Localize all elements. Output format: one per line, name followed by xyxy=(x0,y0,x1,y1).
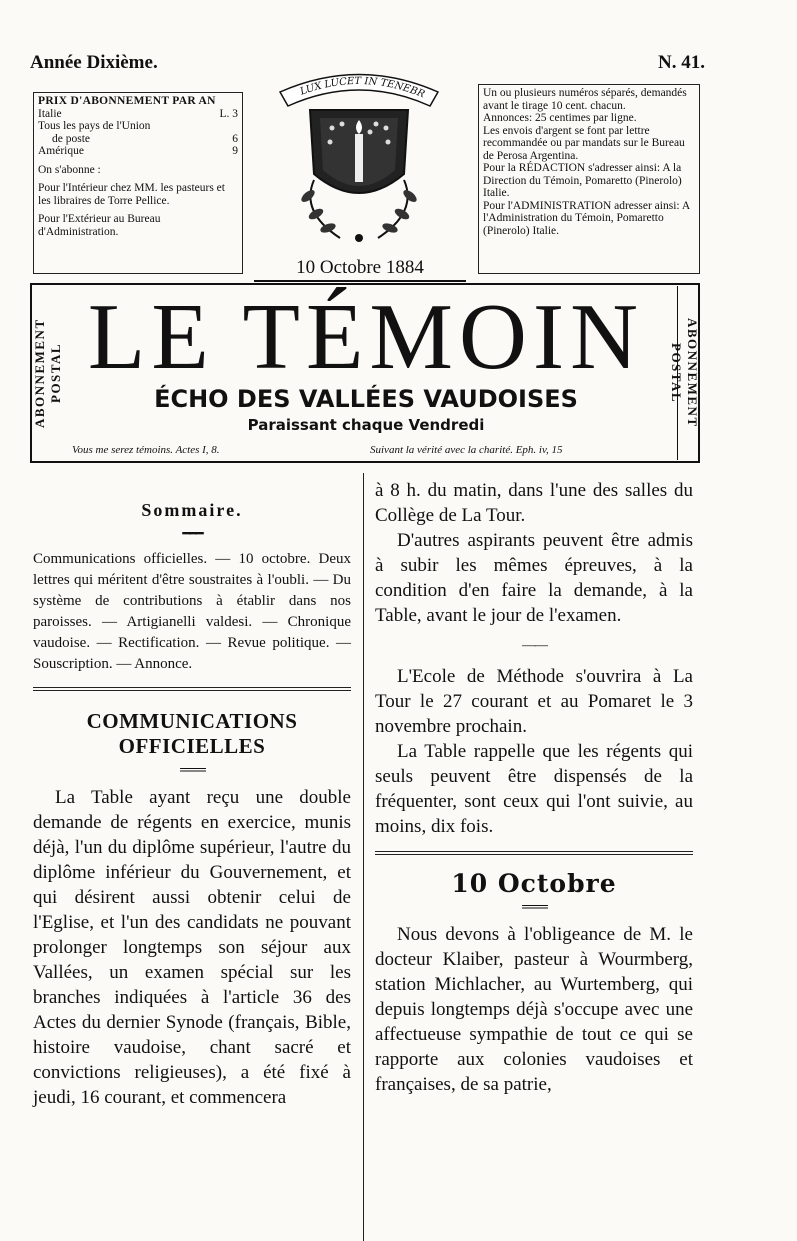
newspaper-subtitle: ÉCHO DES VALLÉES VAUDOISES xyxy=(154,385,578,413)
left-column xyxy=(33,478,351,1110)
notice-copies: Un ou plusieurs numéros séparés, demandés avant le tirage 10 cent. chacun. xyxy=(483,87,687,112)
subscription-prices-box xyxy=(33,92,243,274)
motto-left: Vous me serez témoins. Actes I, 8. xyxy=(72,444,220,456)
right-column xyxy=(375,478,693,1097)
issue-number: N. 41. xyxy=(658,52,705,73)
communications-paragraph-2: D'autres aspirants peuvent être admis à subir les mêmes épreuves, à la condition d'en faire la demande, à la Table, avant le jour de l'examen. xyxy=(375,530,693,626)
ornament-rule: ═══ xyxy=(522,900,546,915)
notice-ads: Annonces: 25 centimes par ligne. xyxy=(483,112,637,124)
communications-paragraph-3: L'Ecole de Méthode s'ouvrira à La Tour le 27 courant et au Pomaret le 3 novembre prochain. xyxy=(375,666,693,737)
publication-frequency: Paraissant chaque Vendredi xyxy=(247,416,485,434)
octobre-paragraph: Nous devons à l'obligeance de M. le docteur Klaiber, pasteur à Wourmberg, station Michlacher, au Wurtemberg, qui depuis longtemps déjà s'occupe avec une affectueuse sympathie de tout ce qui se rapporte aux colonies vaudoises et françaises, de sa patrie, xyxy=(375,924,693,1095)
postal-side-label-left: ABONNEMENT POSTAL xyxy=(31,286,54,460)
subscribe-exterior: Pour l'Extérieur au Bureau d'Administration. xyxy=(38,213,161,238)
price-row: Italie L. 3 xyxy=(38,107,238,120)
price-row: de poste 6 xyxy=(52,132,238,145)
postal-side-label-right: ABONNEMENT POSTAL xyxy=(677,286,700,460)
column-divider xyxy=(363,473,364,1241)
communications-paragraph: La Table ayant reçu une double demande de régents en exercice, munis déjà, l'un du diplôme supérieur, l'autre du diplôme inférieur du Gouvernement, et qui désirent aussi obtenir celui de l'Eglise, et l'un des candidats ne pouvant prolonger longtemps son séjour aux Vallées, un examen spécial sur les branches indiquées à l'article 36 des Actes du dernier Synode (français, Bible, histoire vaudoise, chant sacré et convictions religieuses), a été fixé à jeudi, 16 courant, et commencera xyxy=(33,787,351,1108)
issue-date: 10 Octobre 1884 xyxy=(296,257,424,278)
section-divider xyxy=(375,851,693,855)
prices-title: PRIX D'ABONNEMENT PAR AN xyxy=(38,95,216,107)
communications-continued: à 8 h. du matin, dans l'une des salles du Collège de La Tour. xyxy=(375,480,693,526)
edition-year: Année Dixième. xyxy=(30,52,158,73)
notice-money: Les envois d'argent se font par lettre recommandée ou par mandats sur le Bureau de Perosa Argentina. xyxy=(483,124,685,162)
subscribe-label: On s'abonne : xyxy=(38,163,101,176)
lux-lucet-emblem-icon xyxy=(270,62,448,248)
notice-administration: Pour l'ADMINISTRATION adresser ainsi: A l'Administration du Témoin, Pomaretto (Pinerolo) Italie. xyxy=(483,199,690,237)
svg-text:LUX LUCET IN TENEBRIS: LUX LUCET IN TENEBR xyxy=(298,75,427,101)
sommaire-heading: Sommaire. xyxy=(141,500,243,520)
price-row: Amérique 9 xyxy=(38,145,238,157)
notice-box xyxy=(478,84,700,274)
ornament-rule: ━━━ xyxy=(182,527,202,542)
communications-paragraph-4: La Table rappelle que les régents qui seuls peuvent être dispensés de la fréquenter, sont ceux qui l'ont suivie, au moins, dix fois. xyxy=(375,741,693,837)
octobre-heading: 10 Octobre xyxy=(451,869,617,898)
subscribe-interior: Pour l'Intérieur chez MM. les pasteurs et les libraires de Torre Pellice. xyxy=(38,182,225,207)
emblem xyxy=(270,62,448,248)
section-divider xyxy=(33,687,351,691)
ornament-rule: —— xyxy=(522,638,546,653)
price-row: Tous les pays de l'Union xyxy=(38,120,151,132)
sommaire-text: Communications officielles. — 10 octobre. Deux lettres qui méritent d'être soustraites à l'oubli. — Du système de contributions à établir dans nos paroisses. — Artigianelli valdesi. — Chronique vaudoise. — Rectification. — Revue politique. — Souscription. — Annonce. xyxy=(33,551,351,672)
communications-heading: COMMUNICATIONS OFFICIELLES xyxy=(86,709,298,758)
ornament-rule: ═══ xyxy=(180,763,204,778)
notice-redaction: Pour la RÉDACTION s'adresser ainsi: A la Direction du Témoin, Pomaretto (Pinerolo) Italie. xyxy=(483,162,682,199)
motto-right: Suivant la vérité avec la charité. Eph. iv, 15 xyxy=(370,444,563,456)
newspaper-title: LE TÉMOIN xyxy=(87,285,645,389)
